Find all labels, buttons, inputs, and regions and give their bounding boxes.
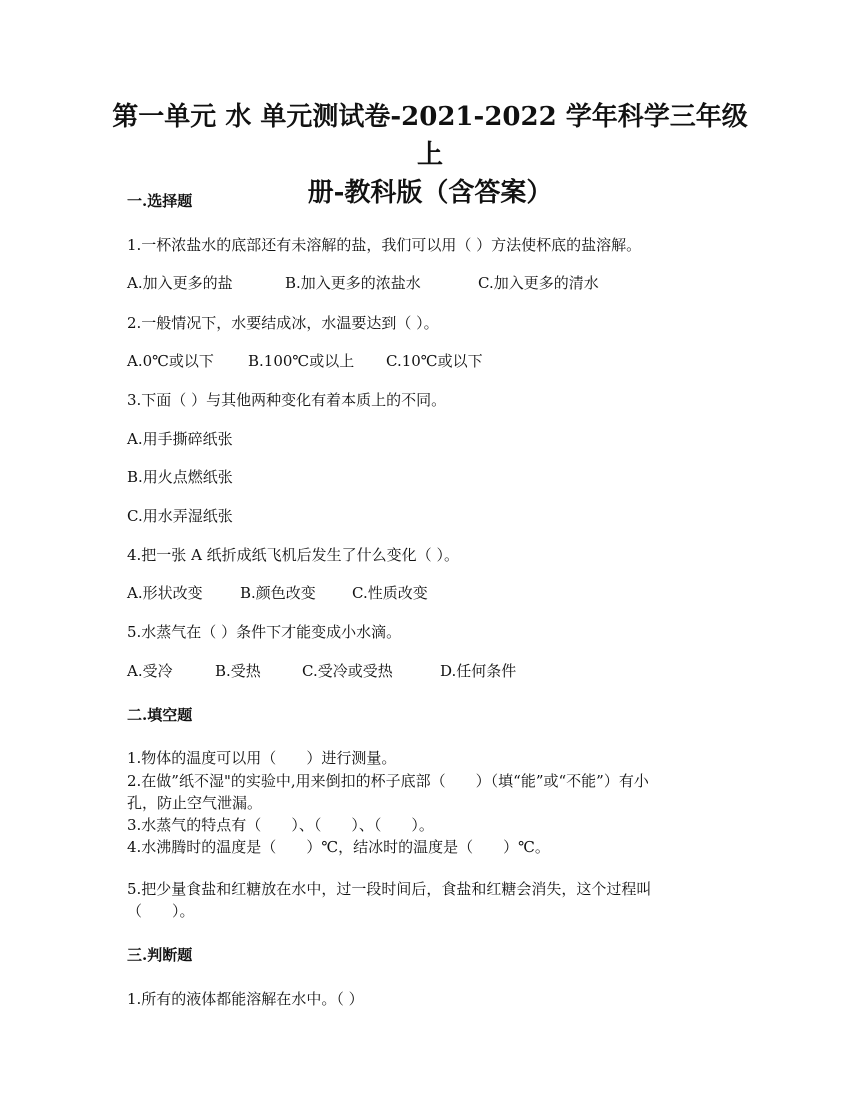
option-c: C.10℃或以下 <box>386 352 483 370</box>
judge-question-1: 1.所有的液体都能溶解在水中。（ ） <box>127 990 364 1008</box>
title-line-1: 第一单元 水 单元测试卷-2021-2022 学年科学三年级上 <box>112 102 748 170</box>
option-a: A.受冷 <box>127 662 173 680</box>
option-c: C.加入更多的清水 <box>478 274 599 292</box>
fill-question-3: 3.水蒸气的特点有（ ）、（ ）、（ ）。 <box>127 816 434 834</box>
question-1-3-option-c: C.用水弄湿纸张 <box>127 507 233 525</box>
question-1-1-options <box>127 273 599 293</box>
question-1-3-option-a: A.用手撕碎纸张 <box>127 430 233 448</box>
option-c: C.受冷或受热 <box>302 662 393 680</box>
title-line-2: 册-教科版（含答案） <box>307 178 553 208</box>
fill-question-4: 4.水沸腾时的温度是（ ）℃，结冰时的温度是（ ）℃。 <box>127 838 550 856</box>
fill-question-1: 1.物体的温度可以用（ ）进行测量。 <box>127 749 397 767</box>
question-1-2: 2.一般情况下，水要结成冰，水温要达到（ ）。 <box>127 314 439 332</box>
fill-question-2-line-1: 2.在做”纸不湿"的实验中,用来倒扣的杯子底部（ ）（填“能”或“不能”）有小 <box>127 772 649 790</box>
option-a: A.形状改变 <box>127 584 203 602</box>
fill-question-2-line-2: 孔，防止空气泄漏。 <box>127 794 263 812</box>
question-1-5-options <box>127 661 516 681</box>
option-b: B.加入更多的浓盐水 <box>285 274 421 292</box>
option-d: D.任何条件 <box>440 662 517 680</box>
page-title <box>100 98 760 212</box>
fill-question-5-line-2: （ ）。 <box>127 902 195 920</box>
question-1-3-option-b: B.用火点燃纸张 <box>127 468 233 486</box>
fill-question-5-line-1: 5.把少量食盐和红糖放在水中，过一段时间后，食盐和红糖会消失，这个过程叫 <box>127 880 652 898</box>
option-b: B.颜色改变 <box>240 584 316 602</box>
question-1-3: 3.下面（ ）与其他两种变化有着本质上的不同。 <box>127 391 447 409</box>
option-a: A.加入更多的盐 <box>127 274 233 292</box>
option-c: C.性质改变 <box>352 584 428 602</box>
question-1-5: 5.水蒸气在（ ）条件下才能变成小水滴。 <box>127 623 402 641</box>
section-heading-fill: 二.填空题 <box>127 706 193 724</box>
question-1-4-options <box>127 583 428 603</box>
question-1-2-options <box>127 351 483 371</box>
section-heading-choice: 一.选择题 <box>127 192 193 210</box>
question-1-1: 1.一杯浓盐水的底部还有未溶解的盐，我们可以用（ ）方法使杯底的盐溶解。 <box>127 236 642 254</box>
option-a: A.0℃或以下 <box>127 352 214 370</box>
option-b: B.100℃或以上 <box>248 352 355 370</box>
question-1-4: 4.把一张 A 纸折成纸飞机后发生了什么变化（ ）。 <box>127 546 459 564</box>
option-b: B.受热 <box>215 662 261 680</box>
section-heading-judge: 三.判断题 <box>127 946 193 964</box>
